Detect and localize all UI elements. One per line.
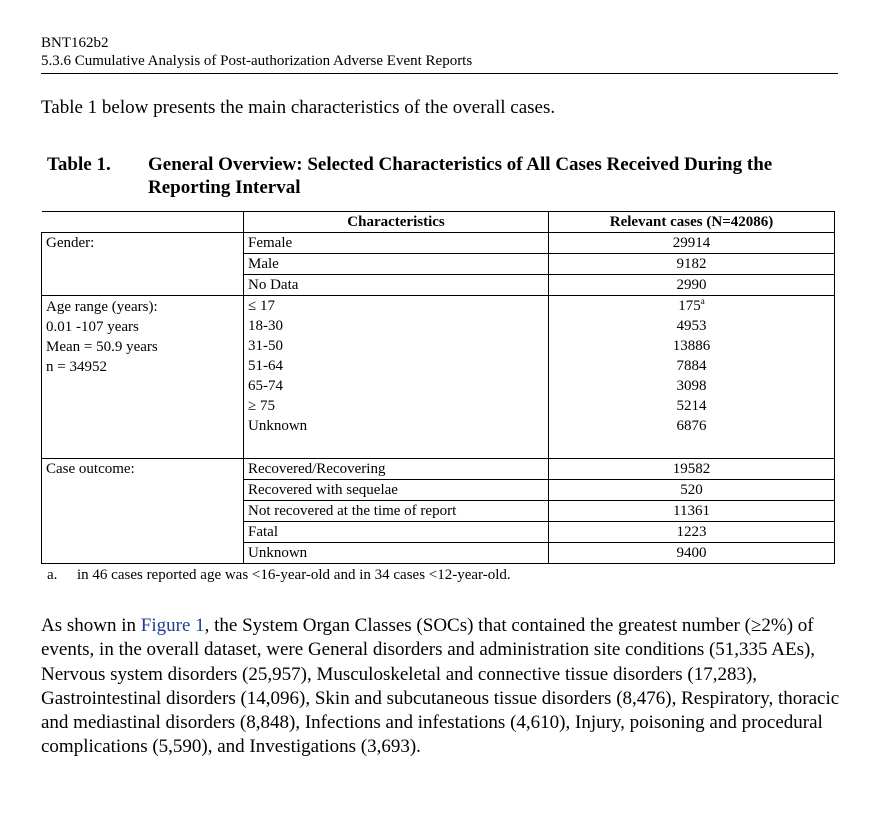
age-value (549, 296, 835, 317)
age-name: 31-50 (244, 336, 549, 356)
footnote-marker: a (700, 296, 705, 306)
age-value-number: 175 (678, 298, 701, 314)
age-name: ≤ 17 (244, 296, 549, 317)
age-value: 6876 (549, 416, 835, 436)
body-paragraph (41, 614, 841, 760)
spacer-cell (244, 436, 549, 459)
gender-name: Female (244, 233, 549, 254)
table-row (42, 459, 835, 480)
table-title: General Overview: Selected Characteristics of All Cases Received During the Reporting Interval (148, 154, 773, 198)
outcome-name: Fatal (244, 522, 549, 543)
paragraph-text-rest: , the System Organ Classes (SOCs) that contained the greatest number (≥2%) of events, in the overall dataset, were General disorders and administration site conditions (51,335 AEs), Nervous system disorders (25,957), Musculoskeletal and connective tissue disorders (17,283), Gastrointestinal disorders (14,096), Skin and subcutaneous tissue disorders (8,476), Respiratory, thoracic and mediastinal disorders (8,848), Infections and infestations (4,610), Injury, poisoning and procedural complications (5,590), and Investigations (3,693). (41, 615, 840, 758)
age-label-line: 0.01 -107 years (46, 319, 139, 335)
outcome-value: 9400 (549, 543, 835, 564)
age-name: Unknown (244, 416, 549, 436)
table-row (42, 233, 835, 254)
footnote-text: in 46 cases reported age was <16-year-old and in 34 cases <12-year-old. (77, 567, 511, 583)
paragraph-text-start: As shown in (41, 615, 141, 636)
age-value: 4953 (549, 316, 835, 336)
outcome-value: 19582 (549, 459, 835, 480)
age-name: 51-64 (244, 356, 549, 376)
age-label (42, 296, 244, 459)
gender-value: 29914 (549, 233, 835, 254)
footnote-letter: a. (47, 567, 58, 583)
age-value: 3098 (549, 376, 835, 396)
age-label-line: Mean = 50.9 years (46, 339, 158, 355)
gender-name: No Data (244, 275, 549, 296)
age-label-line: n = 34952 (46, 359, 107, 375)
header-section: 5.3.6 Cumulative Analysis of Post-authorization Adverse Event Reports (41, 53, 473, 69)
age-value: 5214 (549, 396, 835, 416)
header-characteristics: Characteristics (244, 212, 549, 233)
outcome-label: Case outcome: (42, 459, 244, 564)
outcome-value: 520 (549, 480, 835, 501)
age-value: 13886 (549, 336, 835, 356)
outcome-name: Not recovered at the time of report (244, 501, 549, 522)
gender-value: 9182 (549, 254, 835, 275)
table-header-row (42, 212, 835, 233)
header-relevant-cases: Relevant cases (N=42086) (549, 212, 835, 233)
characteristics-table (41, 211, 835, 564)
age-name: ≥ 75 (244, 396, 549, 416)
gender-label: Gender: (42, 233, 244, 296)
age-name: 18-30 (244, 316, 549, 336)
gender-name: Male (244, 254, 549, 275)
outcome-value: 1223 (549, 522, 835, 543)
header-blank-cell (42, 212, 244, 233)
outcome-name: Recovered with sequelae (244, 480, 549, 501)
age-label-line: Age range (years): (46, 299, 158, 315)
age-name: 65-74 (244, 376, 549, 396)
outcome-name: Recovered/Recovering (244, 459, 549, 480)
spacer-cell (549, 436, 835, 459)
table-row (42, 296, 835, 317)
intro-text: Table 1 below presents the main characteristics of the overall cases. (41, 97, 556, 118)
table-footnote (47, 566, 511, 584)
table-label: Table 1. (47, 154, 111, 175)
page-header (41, 34, 838, 70)
figure-link[interactable]: Figure 1 (140, 615, 205, 636)
header-product: BNT162b2 (41, 35, 109, 51)
gender-value: 2990 (549, 275, 835, 296)
outcome-name: Unknown (244, 543, 549, 564)
age-value: 7884 (549, 356, 835, 376)
outcome-value: 11361 (549, 501, 835, 522)
header-divider (41, 73, 838, 74)
